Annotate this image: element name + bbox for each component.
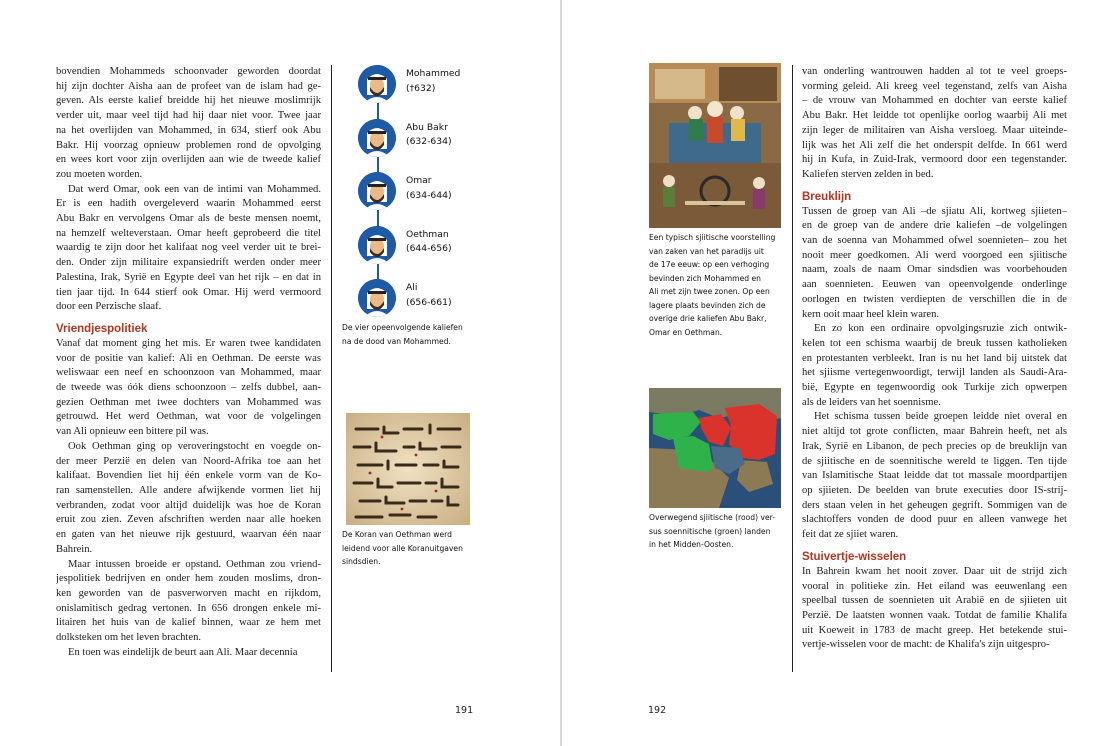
text-line: van Ali opnieuw een bittere pil was. [56, 426, 209, 438]
caliph-entry [358, 226, 508, 266]
text-line: vooral in politieke zin. Het eiland was eeuwenlang een [802, 580, 1067, 592]
caliph-label [406, 228, 496, 257]
text-line: verbranden, zodat voor altijd duidelijk was hoe de Koran [56, 499, 321, 511]
caliph-name: Abu Bakr [406, 121, 448, 133]
text-line: lijk was het Ali zelf die het onderspit delfde. In 661 werd [802, 139, 1067, 151]
paradise-painting-illustration [649, 63, 781, 228]
text-line: Er is een hadith overgeleverd waarin Mohammed eerst [56, 198, 321, 210]
painting-caption-line-3: de 17e eeuw: op een verhoging [649, 260, 770, 269]
right-page [562, 0, 1117, 746]
text-line: Palestina, Irak, Syrië en Egypte deel van het rijk – en dat in [56, 271, 321, 283]
caliph-dates: (634-644) [406, 189, 452, 201]
text-line: eruit zou zien. Zeven afschriften werden naar alle hoeken [56, 514, 321, 526]
painting-caption-line-1: Een typisch sjiitische voorstelling [649, 233, 776, 242]
text-line: naam, zoals de naam Omar sindsdien was voorbehouden [802, 264, 1067, 276]
text-line: en wees kort voor zijn overlijden aan wie de tweede kalief [56, 154, 321, 166]
timeline-caption [342, 321, 512, 348]
text-line: In Bahrein kwam het nooit zover. Daar uit de strijd zich [802, 565, 1067, 577]
text-line: na het overlijden van Mohammed, in 634, stierf ook Abu [56, 124, 321, 136]
map-caption-line-2: sus soennitische (groen) landen [649, 526, 771, 536]
text-line: niet altijd tot grote conflicten, maar Bahrein heeft, net als [802, 426, 1067, 438]
caliph-dates: (644-656) [406, 243, 452, 254]
text-line: Het schisma tussen beide groepen leidde niet overal en [814, 411, 1067, 423]
text-line: dolksteken om het leven brachten. [56, 632, 202, 644]
text-line: speelbal tussen de soennieten uit Arabië en de sjiieten uit [802, 595, 1067, 607]
text-line: geven. Als eerste kalief breidde hij het nieuwe moslimrijk [56, 95, 321, 107]
text-line: Maar intussen broeide er opstand. Oethman zou vriend- [68, 558, 321, 570]
text-line: aan soennieten. Eeuwen van opeenvolgende onderlinge [802, 279, 1067, 291]
right-column-rule [792, 65, 793, 672]
text-line: voor de positie van kalief: Ali en Oethman. De eerste was [56, 352, 321, 364]
caliph-avatar-icon [358, 279, 396, 317]
text-line: hij in Kufa, in Zuid-Irak, vermoord door een tegenstander. [802, 154, 1067, 166]
middle-east-map-illustration [649, 388, 781, 508]
text-line: de tweede was óók diens schoonzoon – zelfs dubbel, aan- [56, 382, 321, 394]
caliph-avatar-icon [358, 226, 396, 264]
text-line: verder uit, maar veel tijd had hij daar niet voor. Twee jaar [56, 110, 321, 122]
map-caption-line-1: Overwegend sjiitische (rood) ver- [649, 513, 776, 522]
left-page-number: 191 [455, 705, 474, 716]
text-line: de sjiitische en de soennitische wereld te liggen. Ten tijde [802, 455, 1067, 467]
painting-caption-line-6: lagere plaats bevinden zich de [649, 300, 766, 310]
painting-caption-line-4: bevinden zich Mohammed en [649, 273, 761, 283]
caliph-entry [358, 65, 508, 105]
caliph-dates: (632-634) [406, 136, 452, 147]
text-line: kelen tot een schisma waarbij de breuk tussen katholieken [802, 337, 1067, 349]
map-caption [649, 511, 789, 552]
painting-caption-line-5: Ali met zijn twee zonen. Op een [649, 287, 770, 296]
caliph-label [406, 281, 496, 310]
section-heading: Stuivertje-wisselen [802, 550, 907, 563]
text-line: door een Perzische slaaf. [56, 301, 162, 313]
text-line: onislamitisch gedrag vertonen. In 656 drongen enkele mi- [56, 602, 321, 614]
text-line: Kaliefen sterven zelden in bed. [802, 168, 934, 180]
text-line: vorming geleid. Ali kreeg veel tegenstand, zelfs van Aisha [802, 80, 1067, 92]
right-body-text [802, 65, 1067, 653]
caliph-avatar-icon [358, 172, 396, 210]
text-line: Vanaf dat moment ging het mis. Er waren twee kandidaten [56, 337, 321, 349]
section-heading: Vriendjespolitiek [56, 322, 148, 335]
text-line: den. Onder zijn militaire expansiedrift werden onder meer [56, 257, 321, 269]
caliph-dates: (656-661) [406, 296, 452, 308]
text-line: kern ooit maar heel klein waren. [802, 308, 940, 320]
caliph-name: Omar [406, 175, 432, 186]
text-line: bovendien Mohammeds schoonvader geworden doordat [56, 66, 321, 77]
text-line: tien jaar tijd. In 644 stierf ook Omar. Hij werd vermoord [56, 286, 321, 298]
left-column-rule [331, 65, 332, 672]
text-line: ders staan velen in het geheugen gegrift. Sommigen van de [802, 499, 1067, 511]
text-line: Irak, Syrië en Libanon, de pech precies op de breuklijn van [802, 440, 1067, 452]
caliph-label [406, 174, 496, 203]
text-line: zou moeten worden. [56, 168, 143, 180]
painting-caption-line-7: overige drie kaliefen Abu Bakr, [649, 314, 767, 323]
caliph-entry [358, 119, 508, 159]
text-line: jespolitiek bedrijven en onder hem zouden moslims, dron- [56, 573, 321, 585]
text-line: als de leiders van het soennisme. [802, 396, 941, 408]
caliph-name: Ali [406, 282, 418, 293]
text-line: ken geworden van de pasverworven macht en rijkdom, [56, 587, 321, 599]
text-line: op sjiieten. De beelden van brute executies door IS-strij- [802, 484, 1067, 496]
middle-east-map-image [649, 388, 781, 508]
text-line: van de soenna van Mohammed ofwel soennieten– zou het [802, 235, 1067, 247]
text-line: Ook Oethman ging op veroveringstocht en voegde on- [68, 440, 321, 452]
right-page-number: 192 [648, 705, 667, 716]
text-line: hij zijn dochter Aisha aan de profeet van de islam had ge- [56, 80, 321, 92]
timeline-caption-line-1: De vier opeenvolgende kaliefen [342, 323, 463, 332]
caliph-avatar-icon [358, 65, 396, 103]
text-line: Perzië. De laatsten wonnen vaak. Totdat de familie Khalifa [802, 609, 1067, 621]
text-line: litairen het huis van de kalief binnen, waar ze hem met [56, 617, 321, 629]
text-line: Dat werd Omar, ook een van de intimi van Mohammed. [68, 183, 321, 195]
text-line: weliswaar een neef en schoonzoon van Mohammed, maar [56, 367, 321, 379]
map-caption-line-3: in het Midden-Oosten. [649, 540, 734, 549]
text-line: en protestanten verbleekt. Iran is nu het land bij uitstek dat [802, 352, 1067, 364]
section-heading: Breuklijn [802, 190, 852, 203]
koran-caption-line-2: leidend voor alle Koranuitgaven [342, 543, 463, 553]
text-line: Bahrein. [56, 543, 93, 555]
text-line: En toen was eindelijk de beurt aan Ali. Maar decennia [68, 646, 298, 658]
text-line: vertje-wisselen voor de macht: de Khalifa's zijn uitgespro- [802, 639, 1050, 651]
text-line: na hemzelf welteverstaan. Omar heeft geprobeerd die titel [56, 227, 321, 239]
timeline-caption-line-2: na de dood van Mohammed. [342, 336, 451, 346]
text-line: Abu Bakr en vervolgens Omar als de beste mensen noemt, [56, 213, 321, 225]
caliph-label [406, 67, 496, 96]
text-line: en gaten van het nieuwe rijk gestuurd, waarvan één naar [56, 529, 321, 541]
koran-manuscript-illustration [346, 413, 470, 525]
koran-caption [342, 528, 512, 569]
text-line: En zo kon een ordinaire opvolgingsruzie zich ontwik- [814, 323, 1067, 335]
left-body-text [56, 65, 321, 660]
koran-caption-line-3: sindsdien. [342, 557, 381, 566]
text-line: waardig te zijn door het kalifaat nog veel verder uit te brei- [56, 242, 321, 254]
text-line: van onderling wantrouwen hadden al tot te veel groeps- [802, 66, 1067, 77]
text-line: het sjiisme vertegenwoordigt, terwijl landen als Saudi-Ara- [802, 367, 1067, 379]
koran-manuscript-image [346, 413, 470, 525]
text-line: gezien Oethman met twee dochters van Mohammed was [56, 396, 321, 408]
caliph-name: Oethman [406, 228, 449, 240]
caliph-avatar-icon [358, 119, 396, 157]
text-line: Tussen de groep van Ali –de sjiatu Ali, kortweg sjiieten– [802, 205, 1067, 217]
text-line: ran samenstellen. Alle andere afwijkende vormen liet hij [56, 484, 321, 496]
text-line: kalifaat. Bovendien liet hij één enkele vorm van de Ko- [56, 470, 321, 482]
text-line: van Islamitische Staat leidde dat tot massale moordpartijen [802, 470, 1067, 482]
text-line: – de vrouw van Mohammed en dochter van eerste kalief [802, 95, 1067, 107]
text-line: oorlogen en twisten verdiepten de verschillen die in de [802, 293, 1067, 305]
koran-caption-line-1: De Koran van Oethman werd [342, 530, 452, 539]
caliph-label [406, 121, 496, 150]
painting-caption [649, 231, 789, 339]
caliph-dates: (†632) [406, 82, 436, 94]
text-line: Bakr. Hij voorzag opnieuw problemen rond de opvolging [56, 139, 321, 151]
text-line: feit dat ze sjiiet waren. [802, 529, 899, 541]
text-line: en de groep van de andere drie kaliefen –de volgelingen [802, 220, 1067, 232]
painting-caption-line-8: Omar en Oethman. [649, 327, 723, 337]
caliph-name: Mohammed [406, 68, 461, 79]
text-line: Abu Bakr. Het leidde tot openlijke oorlog waarbij Ali met [802, 110, 1067, 122]
caliph-timeline [358, 65, 508, 345]
caliph-entry [358, 279, 508, 319]
text-line: bië, Egypte en tegenwoordig ook Turkije zich opwerpen [802, 382, 1067, 394]
text-line: zijn leger de militairen van Aisha versloeg. Maar uiteinde- [802, 124, 1067, 136]
text-line: der meer Perzië en delen van Noord-Afrika toe aan het [56, 455, 321, 467]
text-line: uit Koeweit in 1783 de macht greep. Het betekende stui- [802, 624, 1067, 636]
text-line: slachtoffers vonden de dood puur en alleen vanwege het [802, 514, 1067, 526]
paradise-painting-image [649, 63, 781, 228]
caliph-entry [358, 172, 508, 212]
painting-caption-line-2: van zaken van het paradijs uit [649, 246, 764, 256]
text-line: nooit meer goedkomen. Ali werd voorgoed een sjiitische [802, 249, 1067, 261]
text-line: getrouwd. Het werd Oethman, wat voor de volgelingen [56, 411, 321, 423]
